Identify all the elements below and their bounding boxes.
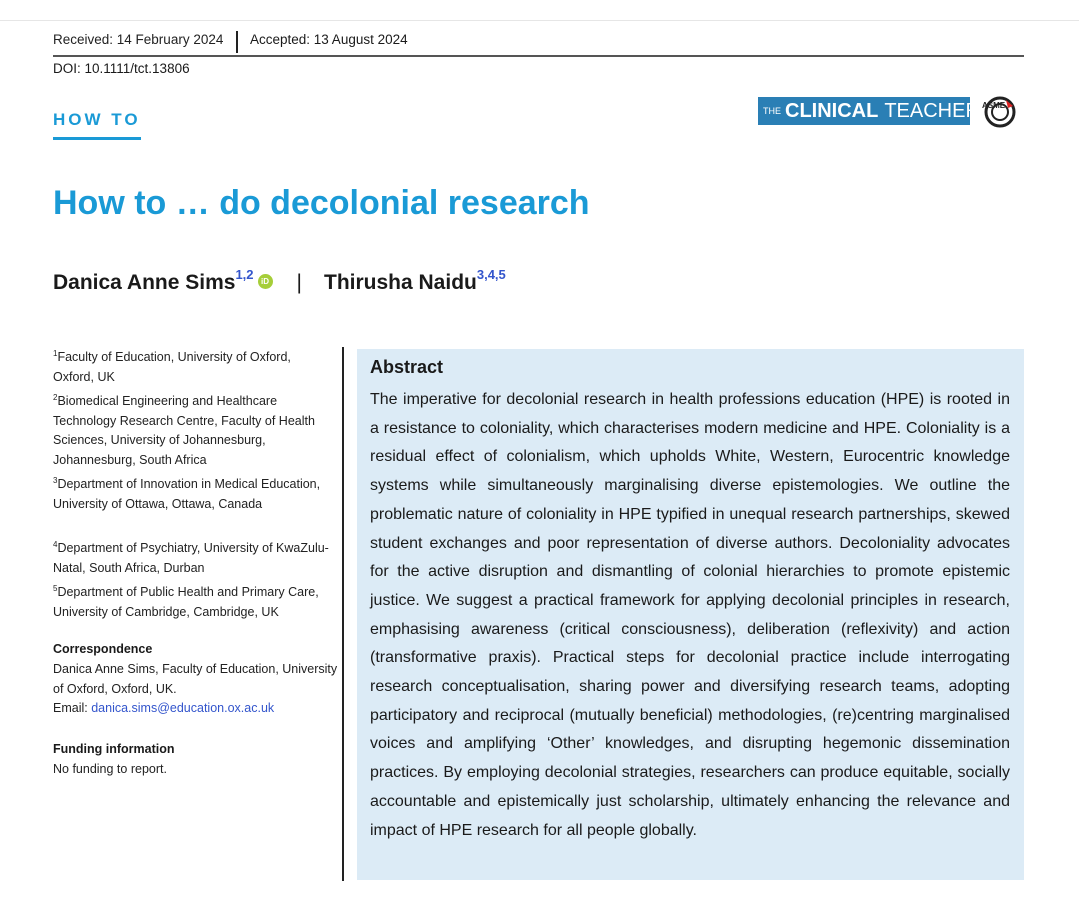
asme-logo-text: ASME [982, 101, 1006, 110]
abstract-heading: Abstract [370, 357, 444, 377]
author-list [53, 267, 506, 295]
affiliation: $^2$Biomedical Engineering and Healthcare Technology Research Centre, Faculty of Health Sciences, University of Johannesburg, Johannesburg, South Africa [53, 393, 315, 467]
received-date: Received: 14 February 2024 [53, 32, 224, 47]
accepted-date: Accepted: 13 August 2024 [250, 32, 408, 47]
logo-clinical: CLINICAL [785, 99, 879, 122]
affiliation: $^5$Department of Public Health and Primary Care, University of Cambridge, Cambridge, UK [53, 584, 319, 619]
author-name[interactable]: Thirusha Naidu [324, 271, 477, 294]
header-rule [53, 55, 1024, 57]
affiliation: $^3$Department of Innovation in Medical Education, University of Ottawa, Ottawa, Canada [53, 476, 321, 511]
correspondence-heading: Correspondence [53, 642, 153, 656]
journal-logo [758, 97, 980, 125]
section-label: HOW TO [53, 110, 141, 129]
affiliation: $^1$Faculty of Education, University of Oxford, Oxford, UK [53, 349, 291, 384]
column-divider [342, 347, 344, 881]
abstract-text: The imperative for decolonial research in health professions education (HPE) is rooted in a resistance to coloniality, which characterises modern medicine and HPE. Coloniality is a residual effect of colonialism, which upholds White, Western, Eurocentric knowledge systems while simultaneously marginalising diverse epistemologies. We outline the problematic nature of coloniality in HPE typified in unequal research partnerships, skewed student exchanges and poor representation of diverse authors. Decoloniality advocates for the active disruption and dismantling of colonial hierarchies to promote epistemic justice. We suggest a practical framework for applying decolonial principles in research, emphasising awareness (critical consciousness), deliberation (reflexivity) and action (transformative praxis). Practical steps for decolonial practice include interrogating research conceptualisation, sharing power and diversifying research teams, adopting participatory and reciprocal (mutually beneficial) methodologies, (re)centring marginalised voices and amplifying ‘Other’ knowledges, and disrupting hegemonic dissemination practices. By employing decolonial strategies, researchers can produce equitable, socially accountable and epistemically just scholarship, ultimately enhancing the relevance and impact of HPE research for all people globally. [370, 391, 1010, 839]
section-underline [53, 137, 141, 140]
author-separator: | [296, 271, 302, 294]
logo-teacher: TEACHER [884, 99, 980, 122]
author-affil-refs[interactable]: 1,2 [235, 267, 254, 282]
email-link[interactable]: danica.sims@education.ox.ac.uk [91, 701, 275, 716]
author-name[interactable]: Danica Anne Sims [53, 271, 236, 294]
meta-separator [236, 31, 238, 53]
doi[interactable]: DOI: 10.1111/tct.13806 [53, 61, 190, 76]
orcid-icon[interactable]: iD [258, 274, 273, 289]
funding-text: No funding to report. [53, 762, 167, 776]
funding-heading: Funding information [53, 742, 175, 756]
affiliation: $^4$Department of Psychiatry, University of KwaZulu-Natal, South Africa, Durban [53, 540, 329, 575]
asme-logo [978, 94, 1018, 128]
article-title: How to … do decolonial research [53, 184, 590, 222]
logo-the: THE [763, 106, 781, 116]
top-divider [0, 20, 1079, 21]
correspondence-text: Danica Anne Sims, Faculty of Education, University of Oxford, Oxford, UK. Email: danica.sims@education.ox.ac.uk [53, 662, 338, 716]
author-affil-refs[interactable]: 3,4,5 [476, 267, 506, 282]
